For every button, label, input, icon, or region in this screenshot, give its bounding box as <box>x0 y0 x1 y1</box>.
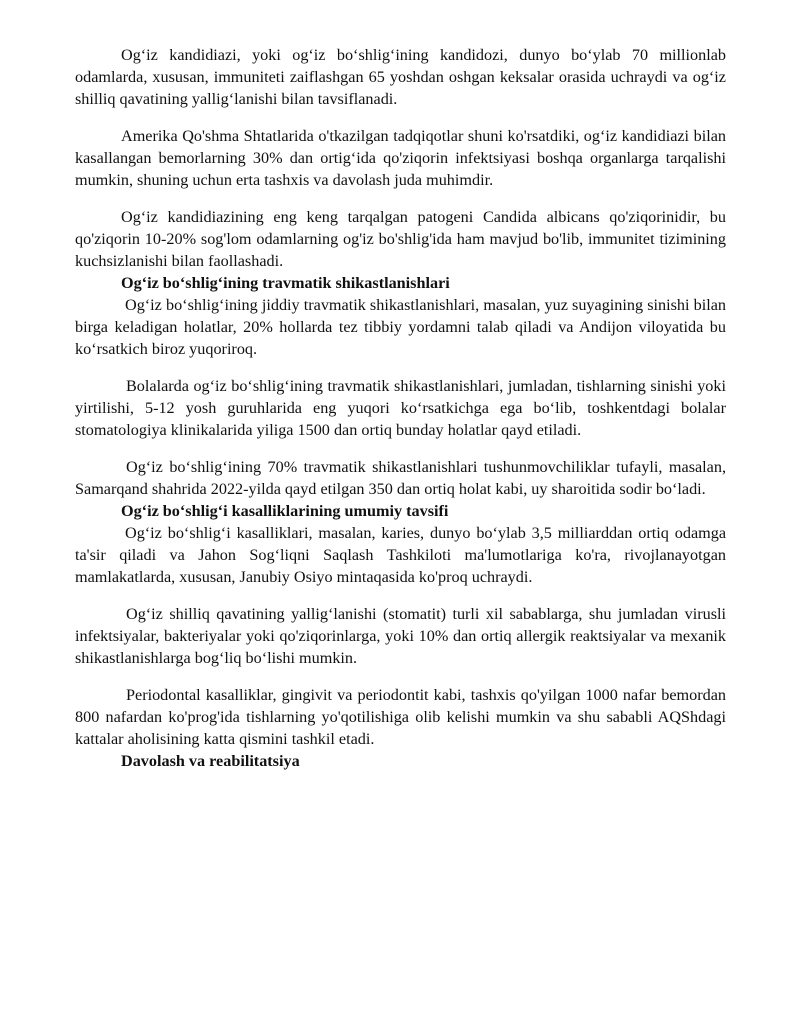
paragraph-serious-injuries: Og‘iz bo‘shlig‘ining jiddiy travmatik shikastlanishlari, masalan, yuz suyagining sinishi bilan birga keladigan holatlar, 20% hollarda tez tibbiy yordamni talab qiladi va Andijon viloyatida bu ko‘rsatkich biroz yuqoriroq. <box>75 296 726 358</box>
paragraph-stomatitis: Og‘iz shilliq qavatining yallig‘lanishi (stomatit) turli xil sabablarga, shu jumladan virusli infektsiyalar, bakteriyalar yoki qo'ziqorinlarga, yoki 10% dan ortiq allergik reaktsiyalar va mexanik shikastlanishlarga bog‘liq bo‘lishi mumkin. <box>75 605 726 667</box>
paragraph-oral-candidiasis-prevalence: Og‘iz kandidiazi, yoki og‘iz bo‘shlig‘ining kandidozi, dunyo bo‘ylab 70 millionlab odamlarda, xususan, immuniteti zaiflashgan 65 yoshdan oshgan keksalar orasida uchraydi va og‘iz shilliq qavatining yallig‘lanishi bilan tavsiflanadi. <box>75 46 726 108</box>
paragraph-candida-albicans: Og‘iz kandidiazining eng keng tarqalgan patogeni Candida albicans qo'ziqorinidir, bu qo'ziqorin 10-20% sog'lom odamlarning og'iz bo'shlig'ida ham mavjud bo'lib, immunitet tizimining kuchsizlanishi bilan faollashadi. <box>75 208 726 270</box>
paragraph-us-study: Amerika Qo'shma Shtatlarida o'tkazilgan tadqiqotlar shuni ko'rsatdiki, og‘iz kandidiazi bilan kasallangan bemorlarning 30% dan ortig‘ida qo'ziqorin infektsiyasi boshqa organlarga tarqalishi mumkin, shuning uchun erta tashxis va davolash juda muhimdir. <box>75 127 726 189</box>
paragraph-children-injuries: Bolalarda og‘iz bo‘shlig‘ining travmatik shikastlanishlari, jumladan, tishlarning sinishi yoki yirtilishi, 5-12 yosh guruhlarida eng yuqori ko‘rsatkichga ega bo‘lib, toshkentdagi bolalar stomatologiya klinikalarida yiliga 1500 dan ortiq bunday holatlar qayd etiladi. <box>75 377 726 439</box>
paragraph-caries: Og‘iz bo‘shlig‘i kasalliklari, masalan, karies, dunyo bo‘ylab 3,5 milliarddan ortiq odamga ta'sir qiladi va Jahon Sog‘liqni Saqlash Tashkiloti ma'lumotlariga ko'ra, rivojlanayotgan mamlakatlarda, xususan, Janubiy Osiyo mintaqasida ko'proq uchraydi. <box>75 524 726 586</box>
document-body <box>75 44 726 772</box>
paragraph-periodontal: Periodontal kasalliklar, gingivit va periodontit kabi, tashxis qo'yilgan 1000 nafar bemordan 800 nafardan ko'prog'ida tishlarning yo'qotilishiga olib kelishi mumkin va shu sababli AQShdagi kattalar aholisining katta qismini tashkil etadi. <box>75 686 726 748</box>
section-heading-treatment: Davolash va reabilitatsiya <box>121 752 300 770</box>
paragraph-home-injuries: Og‘iz bo‘shlig‘ining 70% travmatik shikastlanishlari tushunmovchiliklar tufayli, masalan, Samarqand shahrida 2022-yilda qayd etilgan 350 dan ortiq holat kabi, uy sharoitida sodir bo‘ladi. <box>75 458 726 498</box>
section-heading-general-description: Og‘iz bo‘shlig‘i kasalliklarining umumiy tavsifi <box>121 502 449 520</box>
section-heading-traumatic-injuries: Og‘iz bo‘shlig‘ining travmatik shikastlanishlari <box>121 274 450 292</box>
